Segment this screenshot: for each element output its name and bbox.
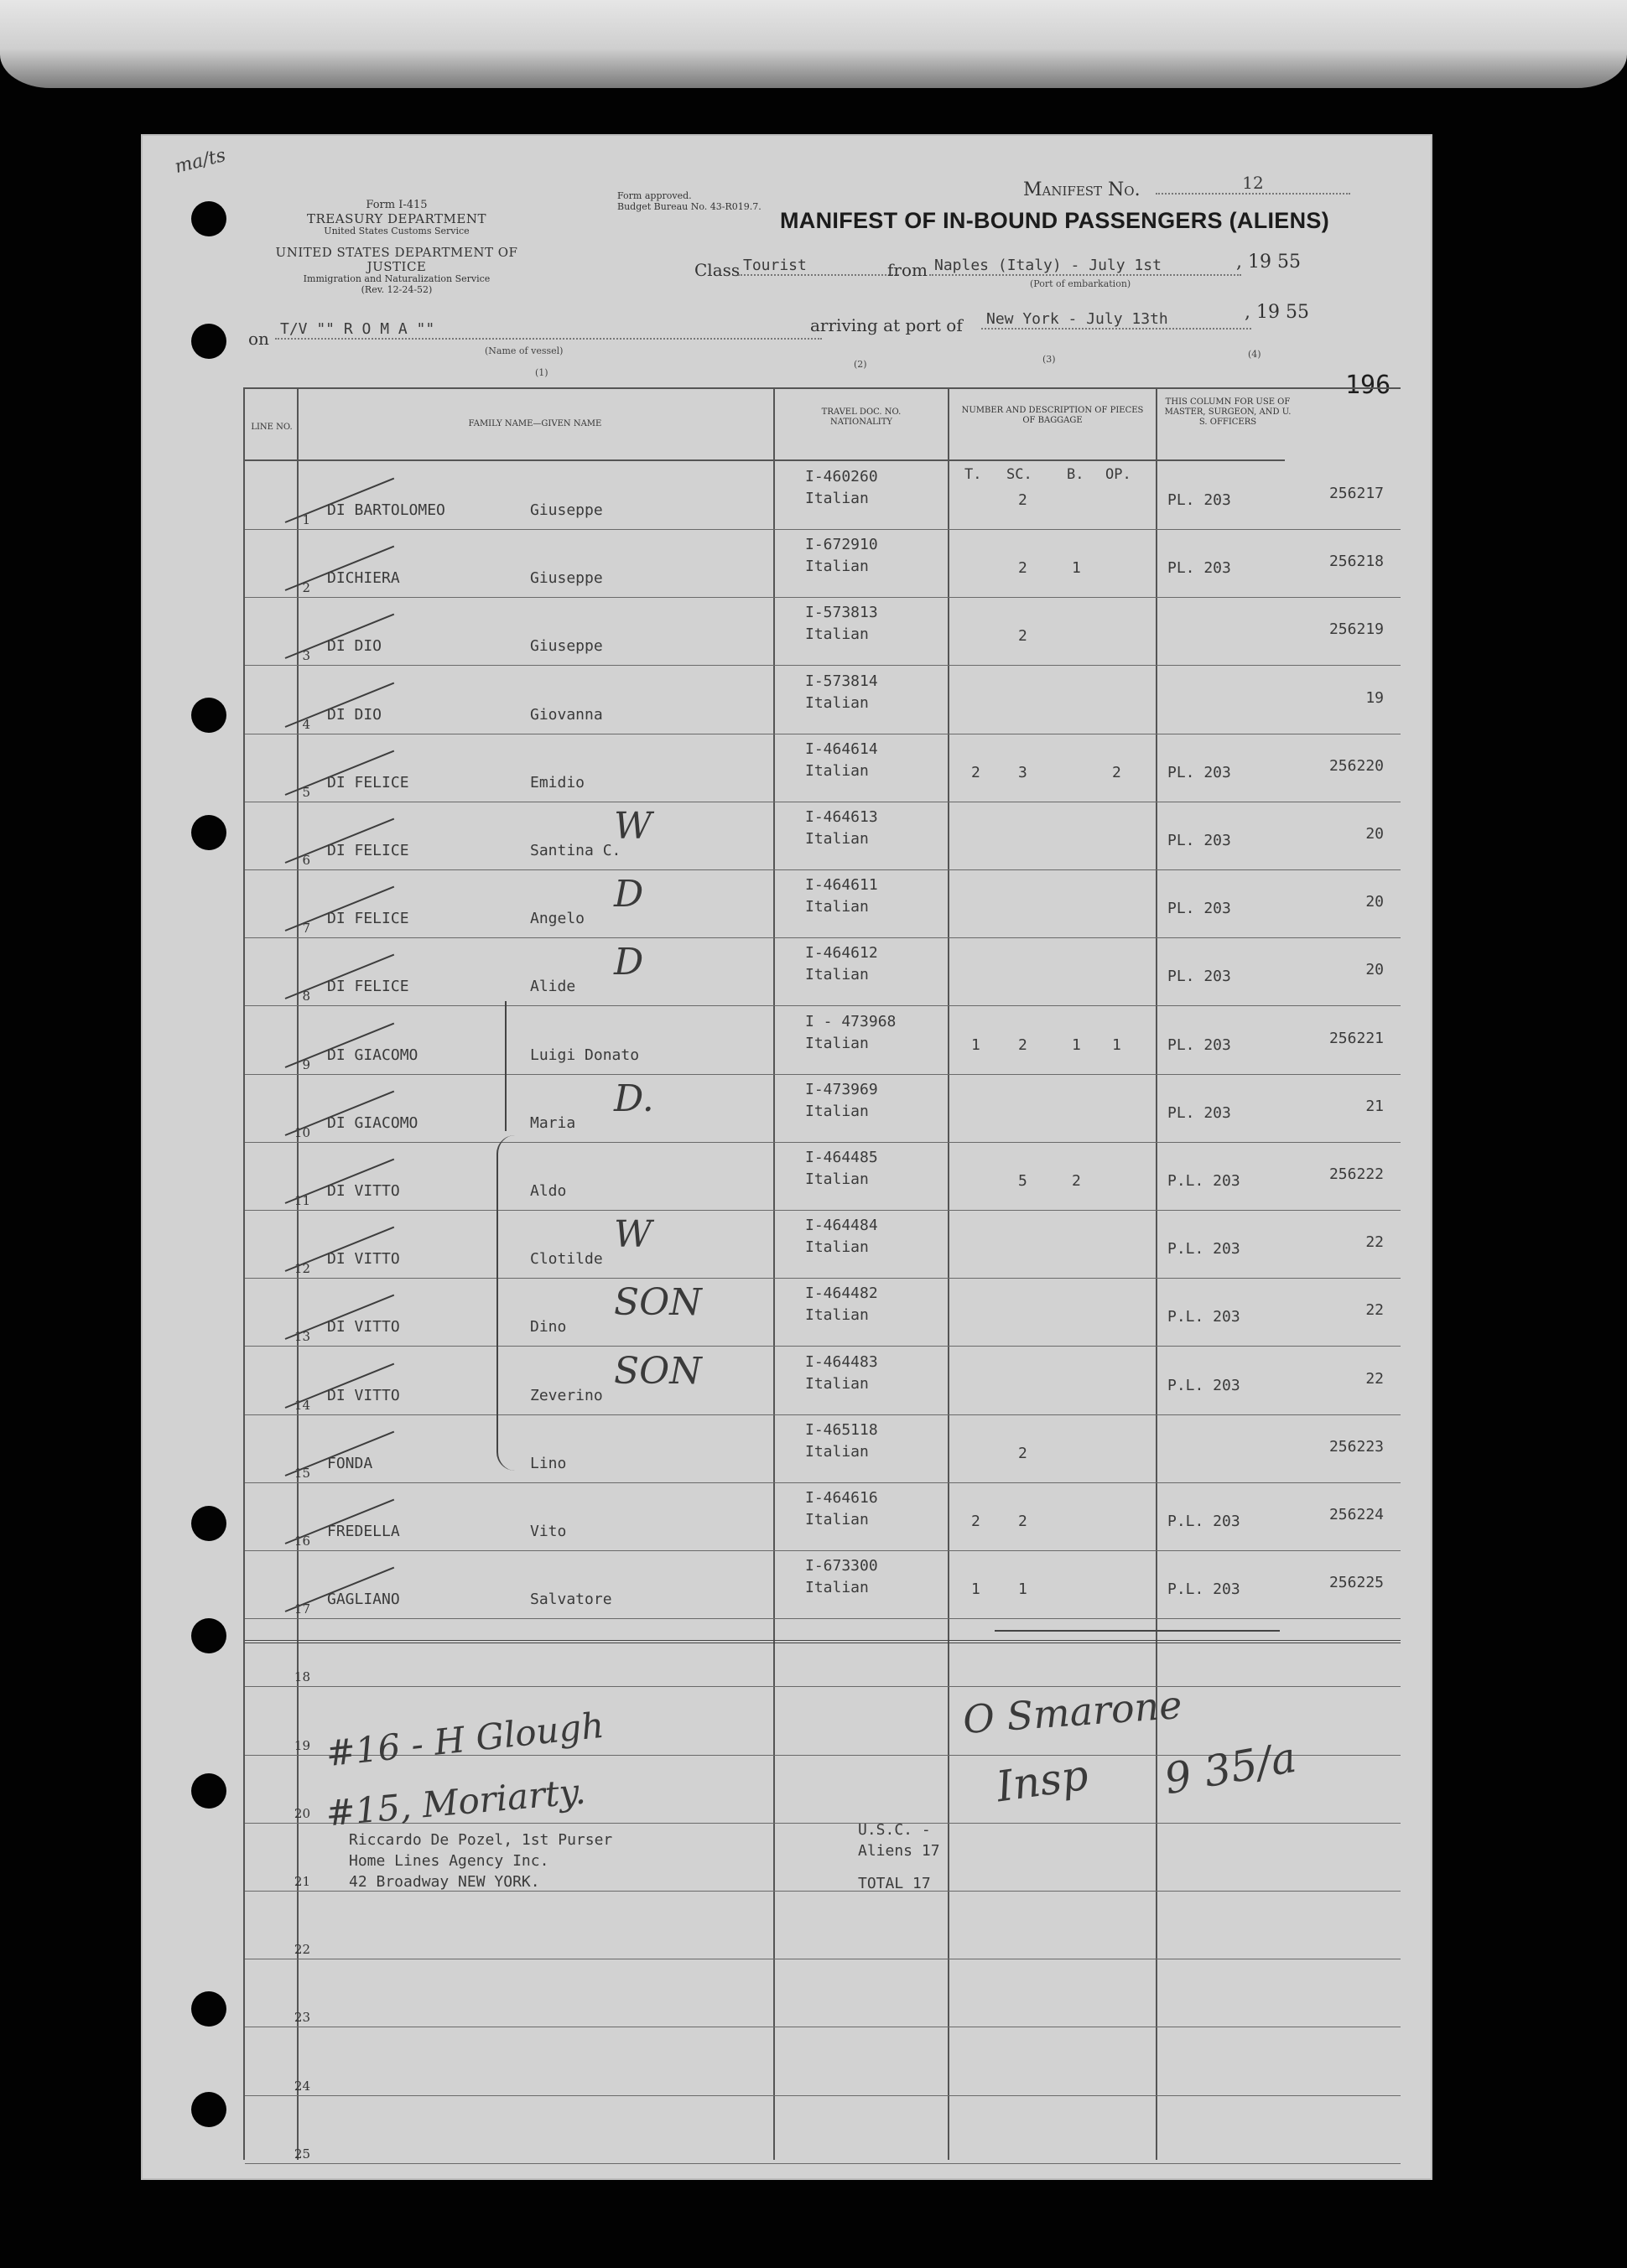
manifest-no-label: Manifest No. bbox=[1023, 179, 1141, 200]
officer-code: PL. 203 bbox=[1167, 491, 1231, 509]
line-number: 23 bbox=[294, 2010, 310, 2026]
given-name: Giovanna bbox=[530, 705, 603, 724]
line-number: 20 bbox=[294, 1805, 310, 1821]
corner-handwritten-note: ma/ts bbox=[172, 144, 228, 179]
nationality: Italian bbox=[805, 1306, 869, 1325]
family-name: DI FELICE bbox=[327, 842, 409, 859]
binder-hole bbox=[191, 1773, 226, 1809]
binder-hole bbox=[191, 815, 226, 850]
table-row bbox=[245, 802, 1401, 870]
baggage-sc: 2 bbox=[1018, 559, 1027, 578]
nationality: Italian bbox=[805, 1579, 869, 1597]
officer-number: 256225 bbox=[1328, 1574, 1384, 1592]
baggage-sc: 1 bbox=[1018, 1580, 1027, 1599]
travel-doc-number: I-464613 bbox=[805, 808, 878, 826]
officer-number: 256221 bbox=[1328, 1029, 1384, 1047]
column-number-3: (3) bbox=[1042, 354, 1056, 365]
embarkation-year: , 19 55 bbox=[1236, 252, 1301, 272]
officer-number: 256217 bbox=[1328, 485, 1384, 502]
page-title: MANIFEST OF IN-BOUND PASSENGERS (ALIENS) bbox=[780, 208, 1330, 233]
col-travel-doc: TRAVEL DOC. NO. NATIONALITY bbox=[821, 407, 902, 427]
baggage-t: 2 bbox=[971, 1513, 980, 1530]
family-name: GAGLIANO bbox=[327, 1591, 400, 1609]
given-name: Luigi Donato bbox=[530, 1046, 640, 1064]
end-rule bbox=[995, 1630, 1280, 1632]
total-count: TOTAL 17 bbox=[858, 1875, 931, 1892]
baggage-op: 2 bbox=[1112, 763, 1121, 781]
line-number: 17 bbox=[294, 1601, 310, 1617]
table-row bbox=[245, 1618, 1401, 1687]
travel-doc-number: I-573814 bbox=[805, 672, 878, 690]
travel-doc-number: I - 473968 bbox=[805, 1012, 897, 1030]
nationality: Italian bbox=[805, 1170, 869, 1188]
binder-hole bbox=[191, 1506, 226, 1541]
bag-type-op: OP. bbox=[1105, 466, 1131, 483]
given-name: Emidio bbox=[530, 773, 585, 791]
table-row bbox=[245, 1959, 1401, 2027]
form-number: Form I-415 bbox=[366, 199, 428, 211]
officer-number: 21 bbox=[1365, 1097, 1384, 1115]
officer-code: P.L. 203 bbox=[1167, 1240, 1240, 1259]
given-name: Lino bbox=[530, 1454, 567, 1472]
table-row bbox=[245, 1006, 1401, 1075]
handwritten-relation: W bbox=[614, 805, 652, 848]
nationality: Italian bbox=[805, 1102, 869, 1120]
arriving-label: arriving at port of bbox=[810, 315, 963, 335]
inspection-time: 9 35/a bbox=[1161, 1732, 1300, 1804]
given-name: Santina C. bbox=[530, 842, 621, 859]
agency-address: 42 Broadway NEW YORK. bbox=[349, 1873, 540, 1891]
column-number-1: (1) bbox=[535, 367, 548, 378]
baggage-b: 1 bbox=[1072, 1035, 1081, 1054]
travel-doc-number: I-464616 bbox=[805, 1489, 878, 1507]
col-baggage: NUMBER AND DESCRIPTION OF PIECES OF BAGGAGE bbox=[961, 406, 1144, 425]
baggage-b: 2 bbox=[1072, 1172, 1081, 1190]
officer-number: 256218 bbox=[1328, 553, 1384, 571]
baggage-sc: 5 bbox=[1018, 1172, 1027, 1190]
inspector-label: Insp bbox=[993, 1750, 1092, 1812]
scanner-top-edge bbox=[0, 0, 1627, 88]
officer-code: P.L. 203 bbox=[1167, 1513, 1240, 1530]
line-number: 4 bbox=[302, 716, 310, 732]
table-row bbox=[245, 461, 1401, 530]
nationality: Italian bbox=[805, 1442, 869, 1461]
nationality: Italian bbox=[805, 761, 869, 780]
line-number: 2 bbox=[302, 580, 310, 596]
line-number: 18 bbox=[294, 1669, 310, 1685]
officer-code: PL. 203 bbox=[1167, 832, 1231, 849]
binder-hole bbox=[191, 324, 226, 359]
baggage-sc: 2 bbox=[1018, 1035, 1027, 1054]
officer-number: 256224 bbox=[1328, 1506, 1384, 1523]
nationality: Italian bbox=[805, 966, 869, 984]
port-caption: (Port of embarkation) bbox=[1030, 278, 1131, 289]
table-row bbox=[245, 1210, 1401, 1279]
officer-number: 20 bbox=[1365, 893, 1384, 911]
nationality: Italian bbox=[805, 1034, 869, 1052]
baggage-b: 1 bbox=[1072, 559, 1081, 578]
baggage-sc: 3 bbox=[1018, 763, 1027, 781]
nationality: Italian bbox=[805, 558, 869, 576]
family-name: DICHIERA bbox=[327, 569, 400, 588]
travel-doc-number: I-465118 bbox=[805, 1420, 878, 1439]
class-label: Class bbox=[694, 260, 741, 280]
nationality: Italian bbox=[805, 1238, 869, 1257]
officer-code: P.L. 203 bbox=[1167, 1580, 1240, 1599]
col-officers: THIS COLUMN FOR USE OF MASTER, SURGEON, AND U. S. OFFICERS bbox=[1164, 397, 1292, 427]
table-row bbox=[245, 1278, 1401, 1347]
line-number: 3 bbox=[302, 648, 310, 664]
family-bracket-line bbox=[505, 1001, 507, 1131]
family-name: DI VITTO bbox=[327, 1182, 400, 1200]
column-number-2: (2) bbox=[854, 359, 867, 370]
family-name: DI GIACOMO bbox=[327, 1046, 418, 1064]
travel-doc-number: I-464483 bbox=[805, 1352, 878, 1371]
travel-doc-number: I-672910 bbox=[805, 536, 878, 554]
line-number: 8 bbox=[302, 989, 310, 1004]
nationality: Italian bbox=[805, 1511, 869, 1528]
baggage-sc: 2 bbox=[1018, 627, 1027, 646]
travel-doc-number: I-464484 bbox=[805, 1217, 878, 1235]
travel-doc-number: I-464614 bbox=[805, 740, 878, 758]
family-name: DI FELICE bbox=[327, 978, 409, 996]
officer-code: P.L. 203 bbox=[1167, 1308, 1240, 1326]
line-number: 6 bbox=[302, 853, 310, 868]
handwritten-relation: D bbox=[614, 941, 644, 984]
officer-code: P.L. 203 bbox=[1167, 1376, 1240, 1394]
binder-hole bbox=[191, 698, 226, 733]
col-line-no: LINE NO. bbox=[251, 423, 293, 432]
family-name: DI GIACOMO bbox=[327, 1113, 418, 1132]
officer-code: PL. 203 bbox=[1167, 763, 1231, 781]
line-number: 5 bbox=[302, 784, 310, 800]
travel-doc-number: I-573813 bbox=[805, 604, 878, 622]
line-number: 7 bbox=[302, 921, 310, 937]
line-number: 19 bbox=[294, 1737, 310, 1753]
table-row bbox=[245, 1347, 1401, 1415]
table-row bbox=[245, 666, 1401, 734]
binder-hole bbox=[191, 1991, 226, 2027]
officer-number: 22 bbox=[1365, 1369, 1384, 1388]
baggage-op: 1 bbox=[1112, 1035, 1121, 1054]
on-label: on bbox=[248, 329, 269, 349]
line-number: 13 bbox=[294, 1329, 310, 1345]
embarkation-value: Naples (Italy) - July 1st bbox=[929, 257, 1241, 276]
line-number: 10 bbox=[294, 1124, 310, 1140]
aliens-count: Aliens 17 bbox=[858, 1842, 940, 1860]
family-name: DI DIO bbox=[327, 705, 382, 724]
baggage-t: 1 bbox=[971, 1035, 980, 1054]
purser-name: Riccardo De Pozel, 1st Purser bbox=[349, 1831, 613, 1849]
travel-doc-number: I-460260 bbox=[805, 468, 878, 485]
travel-doc-number: I-473969 bbox=[805, 1080, 878, 1098]
given-name: Dino bbox=[530, 1318, 567, 1336]
from-label: from bbox=[887, 260, 928, 280]
bag-type-t: T. bbox=[964, 466, 982, 483]
handwritten-note-15: #15, Moriarty. bbox=[324, 1770, 588, 1835]
baggage-t: 1 bbox=[971, 1580, 980, 1599]
line-number: 15 bbox=[294, 1465, 310, 1481]
table-row bbox=[245, 937, 1401, 1006]
table-row bbox=[245, 734, 1401, 802]
baggage-sc: 2 bbox=[1018, 1444, 1027, 1462]
family-name: DI DIO bbox=[327, 637, 382, 656]
ins-label: Immigration and Naturalization Service bbox=[303, 273, 491, 285]
table-row bbox=[245, 1074, 1401, 1143]
line-number: 25 bbox=[294, 2146, 310, 2162]
travel-doc-number: I-464482 bbox=[805, 1285, 878, 1303]
agency-block bbox=[258, 200, 535, 296]
handwritten-relation: D. bbox=[614, 1077, 654, 1120]
given-name: Clotilde bbox=[530, 1250, 603, 1269]
family-name: DI FELICE bbox=[327, 910, 409, 928]
travel-doc-number: I-673300 bbox=[805, 1557, 878, 1575]
arrival-year: , 19 55 bbox=[1245, 302, 1309, 323]
family-name: DI VITTO bbox=[327, 1386, 400, 1404]
baggage-sc: 2 bbox=[1018, 1513, 1027, 1530]
travel-doc-number: I-464611 bbox=[805, 876, 878, 895]
approval-line: Form approved. bbox=[617, 190, 692, 201]
given-name: Zeverino bbox=[530, 1386, 603, 1404]
handwritten-relation: D bbox=[614, 873, 644, 916]
officer-number: 19 bbox=[1365, 688, 1384, 707]
given-name: Alide bbox=[530, 978, 576, 996]
vessel-value: T/V "" R O M A "" bbox=[275, 320, 822, 340]
arrival-value: New York - July 13th bbox=[981, 310, 1251, 330]
passenger-table bbox=[243, 387, 1401, 2160]
customs-label: United States Customs Service bbox=[324, 226, 470, 237]
budget-line: Budget Bureau No. 43-R019.7. bbox=[617, 200, 762, 212]
officer-code: PL. 203 bbox=[1167, 900, 1231, 918]
given-name: Giuseppe bbox=[530, 501, 603, 519]
officer-code: PL. 203 bbox=[1167, 1035, 1231, 1054]
table-row bbox=[245, 1550, 1401, 1619]
officer-code: P.L. 203 bbox=[1167, 1172, 1240, 1190]
family-bracket bbox=[496, 1135, 535, 1471]
nationality: Italian bbox=[805, 625, 869, 644]
family-name: DI VITTO bbox=[327, 1318, 400, 1336]
handwritten-relation: SON bbox=[614, 1349, 702, 1393]
line-number: 9 bbox=[302, 1056, 310, 1072]
table-row bbox=[245, 1482, 1401, 1551]
line-number: 16 bbox=[294, 1534, 310, 1549]
handwritten-relation: SON bbox=[614, 1281, 702, 1325]
line-number: 11 bbox=[294, 1193, 310, 1208]
officer-number: 256223 bbox=[1328, 1437, 1384, 1456]
totals-block bbox=[858, 1819, 940, 1894]
family-name: DI FELICE bbox=[327, 773, 409, 791]
table-row bbox=[245, 529, 1401, 598]
table-row bbox=[245, 1414, 1401, 1483]
doj-label: UNITED STATES DEPARTMENT OF JUSTICE bbox=[275, 244, 518, 275]
nationality: Italian bbox=[805, 490, 869, 507]
officer-number: 22 bbox=[1365, 1301, 1384, 1320]
manifest-sheet bbox=[141, 134, 1432, 2180]
officer-code: PL. 203 bbox=[1167, 968, 1231, 986]
col-name: FAMILY NAME—GIVEN NAME bbox=[468, 419, 602, 428]
nationality: Italian bbox=[805, 830, 869, 848]
table-row bbox=[245, 869, 1401, 938]
column-number-4: (4) bbox=[1248, 349, 1261, 360]
bag-type-b: B. bbox=[1067, 466, 1084, 483]
usc-line: U.S.C. - bbox=[858, 1821, 931, 1839]
given-name: Aldo bbox=[530, 1182, 567, 1200]
line-number: 22 bbox=[294, 1942, 310, 1958]
given-name: Giuseppe bbox=[530, 569, 603, 588]
table-row bbox=[245, 2095, 1401, 2164]
line-number: 21 bbox=[294, 1874, 310, 1889]
binder-hole bbox=[191, 201, 226, 236]
table-row bbox=[245, 2027, 1401, 2096]
binder-hole bbox=[191, 2092, 226, 2127]
binder-hole bbox=[191, 1618, 226, 1653]
manifest-no-value: 12 bbox=[1156, 173, 1350, 195]
inspector-signature: O Smarone bbox=[961, 1681, 1184, 1743]
bag-type-sc: SC. bbox=[1006, 466, 1032, 483]
family-name: DI BARTOLOMEO bbox=[327, 501, 445, 519]
officer-code: PL. 203 bbox=[1167, 559, 1231, 578]
page-stamp: 196 bbox=[1345, 371, 1391, 400]
nationality: Italian bbox=[805, 898, 869, 916]
family-name: FONDA bbox=[327, 1454, 373, 1472]
line-number: 14 bbox=[294, 1397, 310, 1413]
officer-number: 20 bbox=[1365, 825, 1384, 843]
family-name: FREDELLA bbox=[327, 1523, 400, 1540]
table-row bbox=[245, 1891, 1401, 1959]
officer-number: 256219 bbox=[1328, 620, 1384, 639]
line-number: 12 bbox=[294, 1261, 310, 1277]
baggage-sc: 2 bbox=[1018, 491, 1027, 509]
travel-doc-number: I-464612 bbox=[805, 944, 878, 963]
travel-doc-number: I-464485 bbox=[805, 1149, 878, 1166]
given-name: Maria bbox=[530, 1113, 576, 1132]
family-name: DI VITTO bbox=[327, 1250, 400, 1269]
class-value: Tourist bbox=[738, 257, 899, 276]
vessel-caption: (Name of vessel) bbox=[485, 345, 564, 356]
officer-number: 20 bbox=[1365, 961, 1384, 979]
line-number: 1 bbox=[302, 512, 310, 527]
officer-number: 22 bbox=[1365, 1233, 1384, 1252]
nationality: Italian bbox=[805, 1374, 869, 1393]
approval-block bbox=[617, 191, 762, 212]
given-name: Giuseppe bbox=[530, 637, 603, 656]
nationality: Italian bbox=[805, 693, 869, 712]
line-number: 24 bbox=[294, 2078, 310, 2094]
given-name: Salvatore bbox=[530, 1591, 612, 1609]
table-row bbox=[245, 1142, 1401, 1211]
handwritten-relation: W bbox=[614, 1213, 652, 1257]
officer-number: 256220 bbox=[1328, 756, 1384, 775]
given-name: Angelo bbox=[530, 910, 585, 928]
purser-block bbox=[349, 1829, 612, 1892]
given-name: Vito bbox=[530, 1523, 567, 1540]
treasury-label: TREASURY DEPARTMENT bbox=[307, 210, 486, 226]
table-row bbox=[245, 597, 1401, 666]
handwritten-note-16: #16 - H Glough bbox=[324, 1704, 606, 1775]
baggage-t: 2 bbox=[971, 763, 980, 781]
revision-label: (Rev. 12-24-52) bbox=[361, 283, 433, 295]
agency-name: Home Lines Agency Inc. bbox=[349, 1852, 549, 1870]
officer-code: PL. 203 bbox=[1167, 1103, 1231, 1122]
officer-number: 256222 bbox=[1328, 1165, 1384, 1183]
